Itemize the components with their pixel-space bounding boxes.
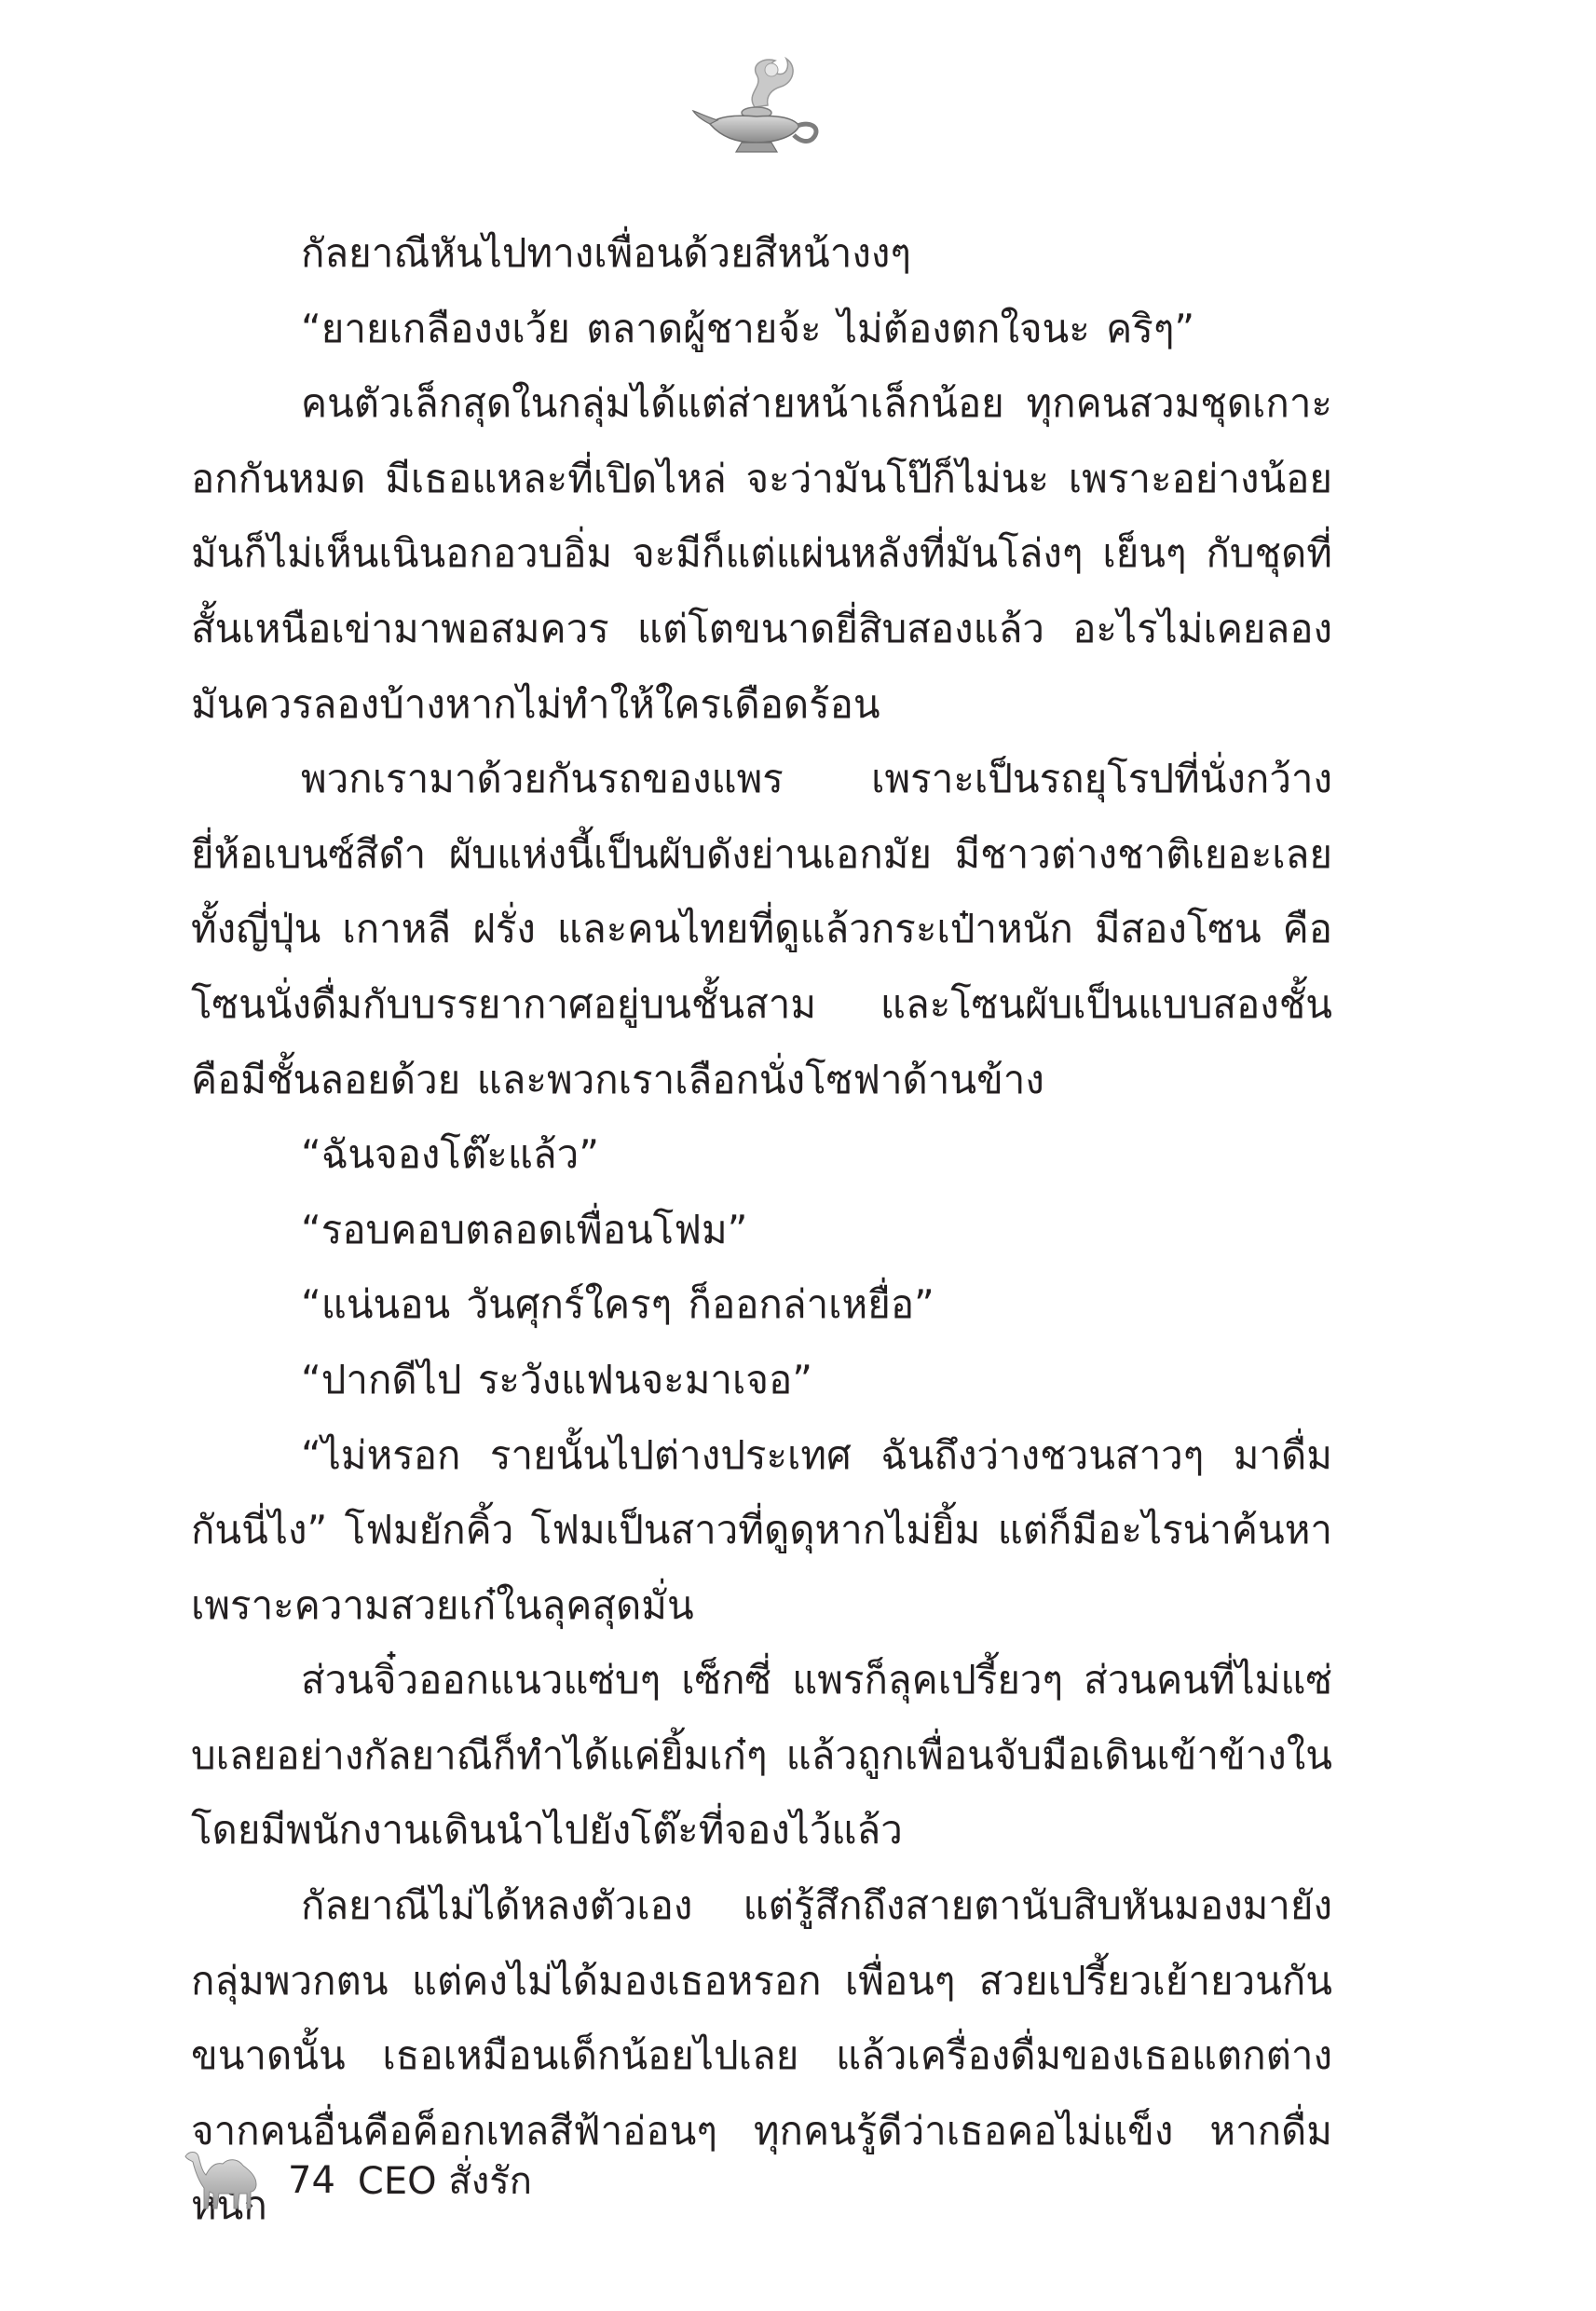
paragraph: คนตัวเล็กสุดในกลุ่มได้แต่ส่ายหน้าเล็กน้อย ทุกคนสวมชุดเกาะอกกันหมด มีเธอแหละที่เปิดไหล่ จะว่ามันโป๊ก็ไม่นะ เพราะอย่างน้อยมันก็ไม่เห็นเนินอกอวบอิ่ม จะมีก็แต่แผ่นหลังที่มันโล่งๆ เย็นๆ กับชุดที่สั้นเหนือเข่ามาพอสมควร แต่โตขนาดยี่สิบสองแล้ว อะไรไม่เคยลองมันควรลองบ้างหากไม่ทำให้ใครเดือดร้อน: [191, 380, 1332, 727]
paragraph: “รอบคอบตลอดเพื่อนโฟม”: [301, 1206, 748, 1252]
paragraph: พวกเรามาด้วยกันรถของแพร เพราะเป็นรถยุโรปที่นั่งกว้าง ยี่ห้อเบนซ์สีดำ ผับแห่งนี้เป็นผับดังย่านเอกมัย มีชาวต่างชาติเยอะเลย ทั้งญี่ปุ่น เกาหลี ฝรั่ง และคนไทยที่ดูแล้วกระเป๋าหนัก มีสองโซน คือโซนนั่งดื่มกับบรรยากาศอยู่บนชั้นสาม และโซนผับเป็นแบบสองชั้น คือมีชั้นลอยด้วย และพวกเราเลือกนั่งโซฟาด้านข้าง: [191, 756, 1332, 1102]
paragraph: กัลยาณีไม่ได้หลงตัวเอง แต่รู้สึกถึงสายตานับสิบหันมองมายังกลุ่มพวกตน แต่คงไม่ได้มองเธอหรอก เพื่อนๆ สวยเปรี้ยวเย้ายวนกันขนาดนั้น เธอเหมือนเด็กน้อยไปเลย แล้วเครื่องดื่มของเธอแตกต่างจากคนอื่นคือค็อกเทลสีฟ้าอ่อนๆ ทุกคนรู้ดีว่าเธอคอไม่แข็ง หากดื่มหนัก: [191, 1882, 1332, 2229]
book-title: CEO สั่งรัก: [357, 2160, 532, 2203]
paragraph: “ไม่หรอก รายนั้นไปต่างประเทศ ฉันถึงว่างชวนสาวๆ มาดื่มกันนี่ไง” โฟมยักคิ้ว โฟมเป็นสาวที่ดูดุหากไม่ยิ้ม แต่ก็มีอะไรน่าค้นหาเพราะความสวยเก๋ในลุคสุดมั่น: [191, 1431, 1332, 1628]
paragraph: “ฉันจองโต๊ะแล้ว”: [301, 1131, 599, 1178]
paragraph: “ยายเกลืองงเว้ย ตลาดผู้ชายจ้ะ ไม่ต้องตกใจนะ คริๆ”: [301, 305, 1195, 351]
genie-lamp-icon: [689, 51, 829, 158]
page-number: 74: [288, 2159, 335, 2202]
paragraph: ส่วนจิ๋วออกแนวแซ่บๆ เซ็กซี่ แพรก็ลุคเปรี้ยวๆ ส่วนคนที่ไม่แซ่บเลยอย่างกัลยาณีก็ทำได้แค่ยิ้มเก๋ๆ แล้วถูกเพื่อนจับมือเดินเข้าข้างในโดยมีพนักงานเดินนำไปยังโต๊ะที่จองไว้แล้ว: [191, 1657, 1332, 1853]
paragraph: กัลยาณีหันไปทางเพื่อนด้วยสีหน้างงๆ: [301, 230, 911, 276]
paragraph: “ปากดีไป ระวังแฟนจะมาเจอ”: [301, 1356, 812, 1402]
camel-icon: [182, 2147, 262, 2214]
paragraph: “แน่นอน วันศุกร์ใครๆ ก็ออกล่าเหยื่อ”: [301, 1281, 934, 1328]
body-text: [191, 216, 1332, 2244]
page-footer: [182, 2139, 532, 2222]
